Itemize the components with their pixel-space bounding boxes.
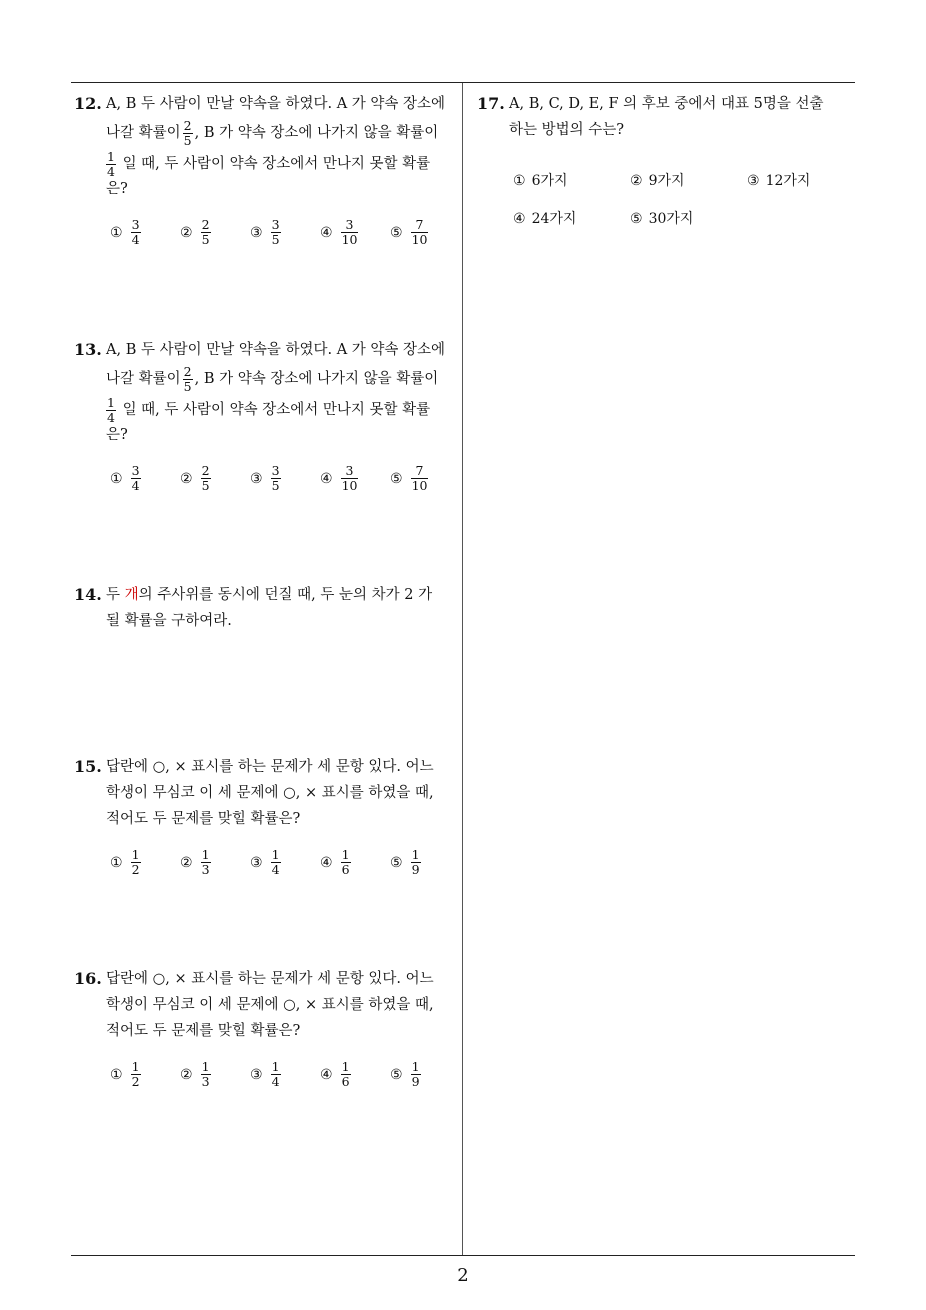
choice-2[interactable]: ② $\frac{1}{3}$ bbox=[180, 847, 210, 877]
choice-2[interactable]: ② $\frac{2}{5}$ bbox=[180, 217, 210, 247]
problem-text-line: 될 확률을 구하여라. bbox=[106, 613, 232, 629]
problem-number: 15. bbox=[74, 757, 102, 776]
choice-2[interactable]: ② 9가지 bbox=[630, 173, 685, 189]
choice-1[interactable]: ① $\frac{3}{4}$ bbox=[110, 217, 140, 247]
problem-text-line: A, B 두 사람이 만날 약속을 하였다. A 가 약속 장소에 bbox=[106, 342, 446, 358]
column-divider bbox=[462, 83, 463, 1255]
problem-text-line: 답란에 ○, × 표시를 하는 문제가 세 문항 있다. 어느 bbox=[106, 971, 434, 987]
problem-text-line: $\frac{1}{4}$ 일 때, 두 사람이 약속 장소에서 만나지 못할 확률 bbox=[107, 394, 431, 425]
problem-number: 16. bbox=[74, 969, 102, 988]
highlighted-word: 개 bbox=[124, 587, 139, 603]
problem-text-line: 두 개의 주사위를 동시에 던질 때, 두 눈의 차가 2 가 bbox=[106, 587, 433, 603]
choice-1[interactable]: ① $\frac{1}{2}$ bbox=[110, 847, 140, 877]
problem-number: 17. bbox=[477, 94, 505, 113]
choice-3[interactable]: ③ $\frac{3}{5}$ bbox=[250, 217, 280, 247]
problem-text-line: A, B 두 사람이 만날 약속을 하였다. A 가 약속 장소에 bbox=[106, 96, 446, 112]
problem-number: 12. bbox=[74, 94, 102, 113]
fraction: $\frac{1}{4}$ bbox=[107, 394, 115, 425]
fraction: $\frac{1}{4}$ bbox=[107, 148, 115, 179]
problem-text-line: 적어도 두 문제를 맞힐 확률은? bbox=[106, 1023, 301, 1039]
choice-4[interactable]: ④ $\frac{1}{6}$ bbox=[320, 847, 350, 877]
fraction: $\frac{2}{5}$ bbox=[183, 363, 192, 394]
choice-3[interactable]: ③ $\frac{3}{5}$ bbox=[250, 463, 280, 493]
choice-5[interactable]: ⑤ $\frac{7}{10}$ bbox=[390, 217, 428, 247]
bottom-rule bbox=[71, 1255, 855, 1256]
choice-5[interactable]: ⑤ 30가지 bbox=[630, 211, 694, 227]
problem-13 bbox=[74, 338, 459, 493]
problem-16 bbox=[74, 967, 459, 1089]
problem-number: 14. bbox=[74, 585, 102, 604]
choice-3[interactable]: ③ 12가지 bbox=[747, 173, 811, 189]
problem-15 bbox=[74, 755, 459, 877]
problem-12 bbox=[74, 92, 459, 247]
choice-4[interactable]: ④ $\frac{3}{10}$ bbox=[320, 463, 358, 493]
choice-1[interactable]: ① $\frac{1}{2}$ bbox=[110, 1059, 140, 1089]
choice-1[interactable]: ① $\frac{3}{4}$ bbox=[110, 463, 140, 493]
choice-5[interactable]: ⑤ $\frac{1}{9}$ bbox=[390, 847, 420, 877]
problem-text-line: 답란에 ○, × 표시를 하는 문제가 세 문항 있다. 어느 bbox=[106, 759, 434, 775]
choice-4[interactable]: ④ 24가지 bbox=[513, 211, 577, 227]
choice-2[interactable]: ② $\frac{1}{3}$ bbox=[180, 1059, 210, 1089]
problem-text-line: 은? bbox=[106, 427, 128, 443]
problem-text-line: 은? bbox=[106, 181, 128, 197]
choice-3[interactable]: ③ $\frac{1}{4}$ bbox=[250, 1059, 280, 1089]
problem-text-line: 나갈 확률이 $\frac{2}{5}$ , B 가 약속 장소에 나가지 않을 확률이 bbox=[106, 363, 439, 394]
choice-2[interactable]: ② $\frac{2}{5}$ bbox=[180, 463, 210, 493]
problem-text-line: $\frac{1}{4}$ 일 때, 두 사람이 약속 장소에서 만나지 못할 확률 bbox=[107, 148, 431, 179]
choice-4[interactable]: ④ $\frac{1}{6}$ bbox=[320, 1059, 350, 1089]
choice-5[interactable]: ⑤ $\frac{1}{9}$ bbox=[390, 1059, 420, 1089]
choice-1[interactable]: ① 6가지 bbox=[513, 173, 568, 189]
choice-3[interactable]: ③ $\frac{1}{4}$ bbox=[250, 847, 280, 877]
problem-17 bbox=[477, 92, 857, 227]
problem-text-line: A, B, C, D, E, F 의 후보 중에서 대표 5명을 선출 bbox=[509, 96, 824, 112]
page-number: 2 bbox=[457, 1265, 469, 1286]
fraction: $\frac{2}{5}$ bbox=[183, 117, 192, 148]
choice-4[interactable]: ④ $\frac{3}{10}$ bbox=[320, 217, 358, 247]
problem-number: 13. bbox=[74, 340, 102, 359]
problem-text-line: 나갈 확률이 $\frac{2}{5}$ , B 가 약속 장소에 나가지 않을 확률이 bbox=[106, 117, 439, 148]
problem-text-line: 학생이 무심코 이 세 문제에 ○, × 표시를 하였을 때, bbox=[106, 785, 434, 801]
problem-text-line: 적어도 두 문제를 맞힐 확률은? bbox=[106, 811, 301, 827]
problem-text-line: 학생이 무심코 이 세 문제에 ○, × 표시를 하였을 때, bbox=[106, 997, 434, 1013]
problem-text-line: 하는 방법의 수는? bbox=[509, 122, 625, 138]
top-rule bbox=[71, 82, 855, 83]
choice-5[interactable]: ⑤ $\frac{7}{10}$ bbox=[390, 463, 428, 493]
problem-14 bbox=[74, 583, 459, 634]
